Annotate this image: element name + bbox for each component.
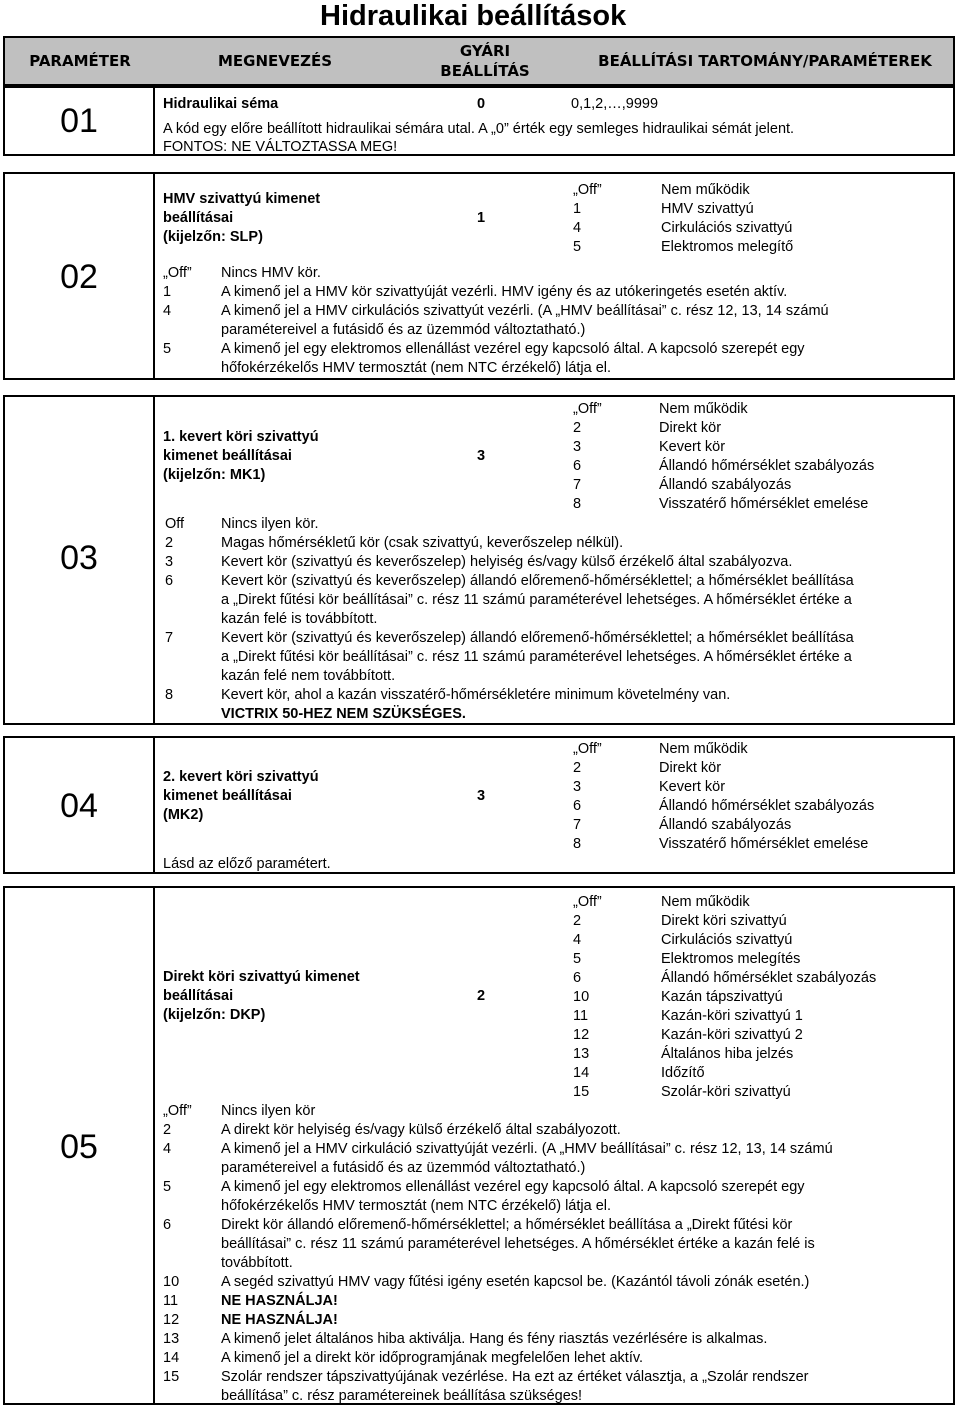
param-name: (kijelzőn: DKP) [163, 1007, 266, 1023]
param-name: 2. kevert köri szivattyú [163, 769, 319, 785]
param-number: 03 [5, 397, 155, 723]
param-02-row: 02 HMV szivattyú kimenet beállításai (kijelzőn: SLP) 1 „Off” Nem működik 1 HMV szivattyú 4 Cirkulációs szivattyú 5 Elektromos melegítő „Off” Nincs HMV kör. 1 A kimenő jel a HMV kör szivattyúját vezérli. HMV igény és az utókeringetés esetén aktív. 4 A kimenő jel a HMV cirkulációs szivattyút vezérli. (A „HMV beállításai” c. rész 12, 13, 14 számú paramétereivel a futásidő és az üzemmód változtatható.) 5 A kimenő jel egy elektromos ellenállást vezérel egy kapcsoló által. A kapcsoló szerepét egy hőfokérzékelős HMV termosztát (nem NTC érzékelő) látja el. [3, 172, 955, 380]
param-05-row: 05 Direkt köri szivattyú kimenet beállításai (kijelzőn: DKP) 2 „Off” Nem működik 2 Direkt köri szivattyú 4 Cirkulációs szivattyú 5 Elektromos melegítés 6 Állandó hőmérséklet szabályozás 10 Kazán tápszivattyú 11 Kazán-köri szivattyú 1 12 Kazán-köri szivattyú 2 13 Általános hiba jelzés 14 Időzítő 15 Szolár-köri szivattyú „Off” Nincs ilyen kör 2 A direkt kör helyiség és/vagy külső érzékelő által szabályozott. 4 A kimenő jel a HMV cirkuláció szivattyúját vezérli. (A „HMV beállításai” c. rész 12, 13, 14 számú paramétereivel a futásidő és az üzemmód változtatható.) 5 A kimenő jel egy elektromos ellenállást vezérel egy kapcsoló által. A kapcsoló szerepét egy hőfokérzékelős HMV termosztát (nem NTC érzékelő) látja el. 6 Direkt kör állandó előremenő-hőmérséklettel; a hőmérséklet beállítása a „Direkt fűtési kör beállításai” c. rész 11 számú paraméterével lehetséges. A hőmérséklet értéke a kazán felé is továbbított. 10 A segéd szivattyú HMV vagy fűtési igény esetén kapcsol be. (Kazántól távoli zónák esetén.) 11 NE HASZNÁLJA! 12 NE HASZNÁLJA! 13 A kimenő jelet általános hiba aktiválja. Hang és fény riasztás vezérlésére is alkalmas. 14 A kimenő jel a direkt kör időprogramjának megfelelően lehet aktív. 15 Szolár rendszer tápszivattyújának vezérlése. Ha ezt az értéket választja, a „Szolár rendszer beállítása” c. rész paramétereinek beállítása szükséges! [3, 886, 955, 1405]
header-default-line2: BEÁLLÍTÁS [440, 62, 530, 80]
param-name: (kijelzőn: SLP) [163, 229, 263, 245]
param-name: Hidraulikai séma [163, 96, 279, 112]
param-description: A kód egy előre beállított hidraulikai sémára utal. A „0” érték egy semleges hidraulikai sémát jelent. [163, 121, 795, 137]
param-name: kimenet beállításai [163, 448, 292, 464]
param-note: VICTRIX 50-HEZ NEM SZÜKSÉGES. [221, 706, 466, 722]
header-default-line1: GYÁRI [459, 42, 511, 60]
param-description: Lásd az előző paramétert. [163, 856, 331, 872]
param-name: (kijelzőn: MK1) [163, 467, 266, 483]
param-number: 01 [5, 88, 155, 154]
header-parameter: PARAMÉTER [29, 52, 131, 70]
param-number: 05 [5, 888, 155, 1403]
param-default: 3 [477, 788, 486, 804]
param-default: 0 [477, 96, 486, 112]
param-name: HMV szivattyú kimenet [163, 191, 321, 207]
param-name: Direkt köri szivattyú kimenet [163, 969, 360, 985]
param-number: 02 [5, 174, 155, 378]
param-default: 2 [477, 988, 486, 1004]
header-range: BEÁLLÍTÁSI TARTOMÁNY/PARAMÉTEREK [598, 52, 932, 70]
param-range: 0,1,2,…,9999 [571, 96, 659, 112]
param-name: kimenet beállításai [163, 788, 292, 804]
param-default: 1 [477, 210, 486, 226]
param-name: beállításai [163, 988, 234, 1004]
param-name: 1. kevert köri szivattyú [163, 429, 319, 445]
param-04-row: 04 2. kevert köri szivattyú kimenet beállításai (MK2) 3 „Off” Nem működik 2 Direkt kör 3 Kevert kör 6 Állandó hőmérséklet szabályozás 7 Állandó szabályozás 8 Visszatérő hőmérséklet emelése Lásd az előző paramétert. [3, 736, 955, 874]
param-default: 3 [477, 448, 486, 464]
param-warning: FONTOS: NE VÁLTOZTASSA MEG! [163, 139, 398, 155]
table-header [3, 36, 955, 86]
param-03-row: 03 1. kevert köri szivattyú kimenet beállításai (kijelzőn: MK1) 3 „Off” Nem működik 2 Direkt kör 3 Kevert kör 6 Állandó hőmérséklet szabályozás 7 Állandó szabályozás 8 Visszatérő hőmérséklet emelése Off Nincs ilyen kör. 2 Magas hőmérsékletű kör (csak szivattyú, keverőszelep nélkül). 3 Kevert kör (szivattyú és keverőszelep) helyiség és/vagy külső érzékelő által szabályozva. 6 Kevert kör (szivattyú és keverőszelep) állandó előremenő-hőmérséklettel; a hőmérséklet beállítása a „Direkt fűtési kör beállításai” c. rész 11 számú paraméterével lehetséges. A hőmérséklet értéke a kazán felé is továbbított. 7 Kevert kör (szivattyú és keverőszelep) állandó előremenő-hőmérséklettel; a hőmérséklet beállítása a „Direkt fűtési kör beállításai” c. rész 11 számú paraméterével lehetséges. A hőmérséklet értéke a kazán felé nem továbbított. 8 Kevert kör, ahol a kazán visszatérő-hőmérsékletére minimum követelmény van. VICTRIX 50-HEZ NEM SZÜKSÉGES. [3, 395, 955, 725]
param-01-row [3, 86, 955, 156]
param-name: beállításai [163, 210, 234, 226]
header-name: MEGNEVEZÉS [217, 52, 333, 70]
param-name: (MK2) [163, 807, 204, 823]
page-title: Hidraulikai beállítások [320, 0, 627, 32]
param-number: 04 [5, 738, 155, 872]
